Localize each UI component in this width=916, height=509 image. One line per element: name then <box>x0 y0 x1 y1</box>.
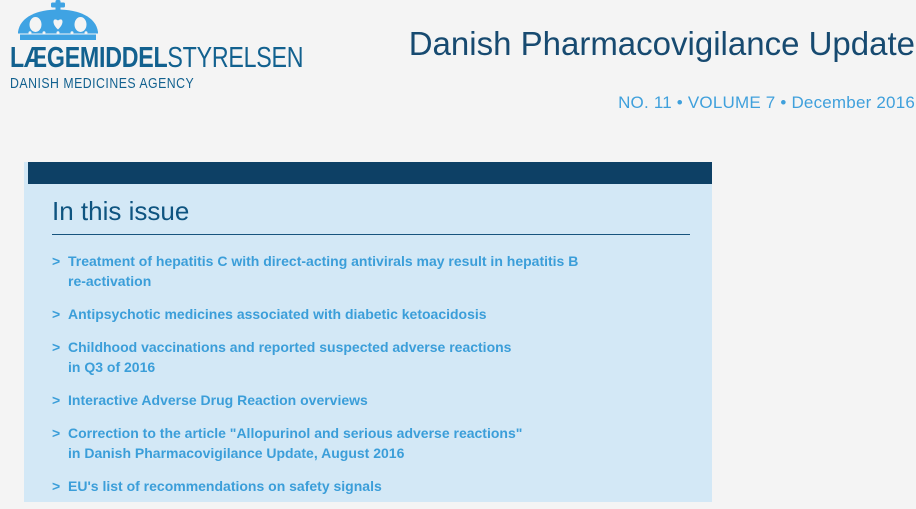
chevron-bullet: > <box>52 339 61 355</box>
issue-item[interactable] <box>52 304 692 324</box>
issue-item[interactable] <box>52 476 692 496</box>
issue-item-text: Antipsychotic medicines associated with diabetic ketoacidosis <box>68 306 487 322</box>
issue-volume-date: NO. 11 • VOLUME 7 • December 2016 <box>618 93 915 112</box>
wordmark-bold: LÆGEMIDDEL <box>10 42 168 74</box>
chevron-bullet: > <box>52 425 61 441</box>
issue-item-text: Childhood vaccinations and reported suspected adverse reactions in Q3 of 2016 <box>68 339 512 375</box>
issue-item-text: Correction to the article "Allopurinol and serious adverse reactions" in Danish Pharmacovigilance Update, August 2016 <box>68 425 523 461</box>
issue-item-text: EU's list of recommendations on safety signals <box>68 478 382 494</box>
issue-box-heading: In this issue <box>52 196 190 226</box>
chevron-bullet: > <box>52 392 61 408</box>
issue-item-text: Treatment of hepatitis C with direct-acting antivirals may result in hepatitis B re-activation <box>68 253 579 289</box>
in-this-issue-box <box>24 162 712 502</box>
agency-wordmark <box>10 43 303 73</box>
crown-icon <box>12 0 104 40</box>
wordmark-light: STYRELSEN <box>167 42 304 74</box>
issue-item[interactable] <box>52 251 692 291</box>
issue-box-top-bar <box>28 162 712 184</box>
issue-item-text: Interactive Adverse Drug Reaction overviews <box>68 392 368 408</box>
agency-tagline: DANISH MEDICINES AGENCY <box>10 75 195 92</box>
issue-item[interactable] <box>52 423 692 463</box>
chevron-bullet: > <box>52 478 61 494</box>
issue-item[interactable] <box>52 390 692 410</box>
issue-list <box>52 251 692 496</box>
chevron-bullet: > <box>52 253 61 269</box>
agency-logo <box>10 0 377 92</box>
issue-item[interactable] <box>52 337 692 377</box>
newsletter-title: Danish Pharmacovigilance Update <box>408 25 915 62</box>
heading-divider <box>52 234 690 235</box>
issue-box-body <box>24 184 712 509</box>
chevron-bullet: > <box>52 306 61 322</box>
